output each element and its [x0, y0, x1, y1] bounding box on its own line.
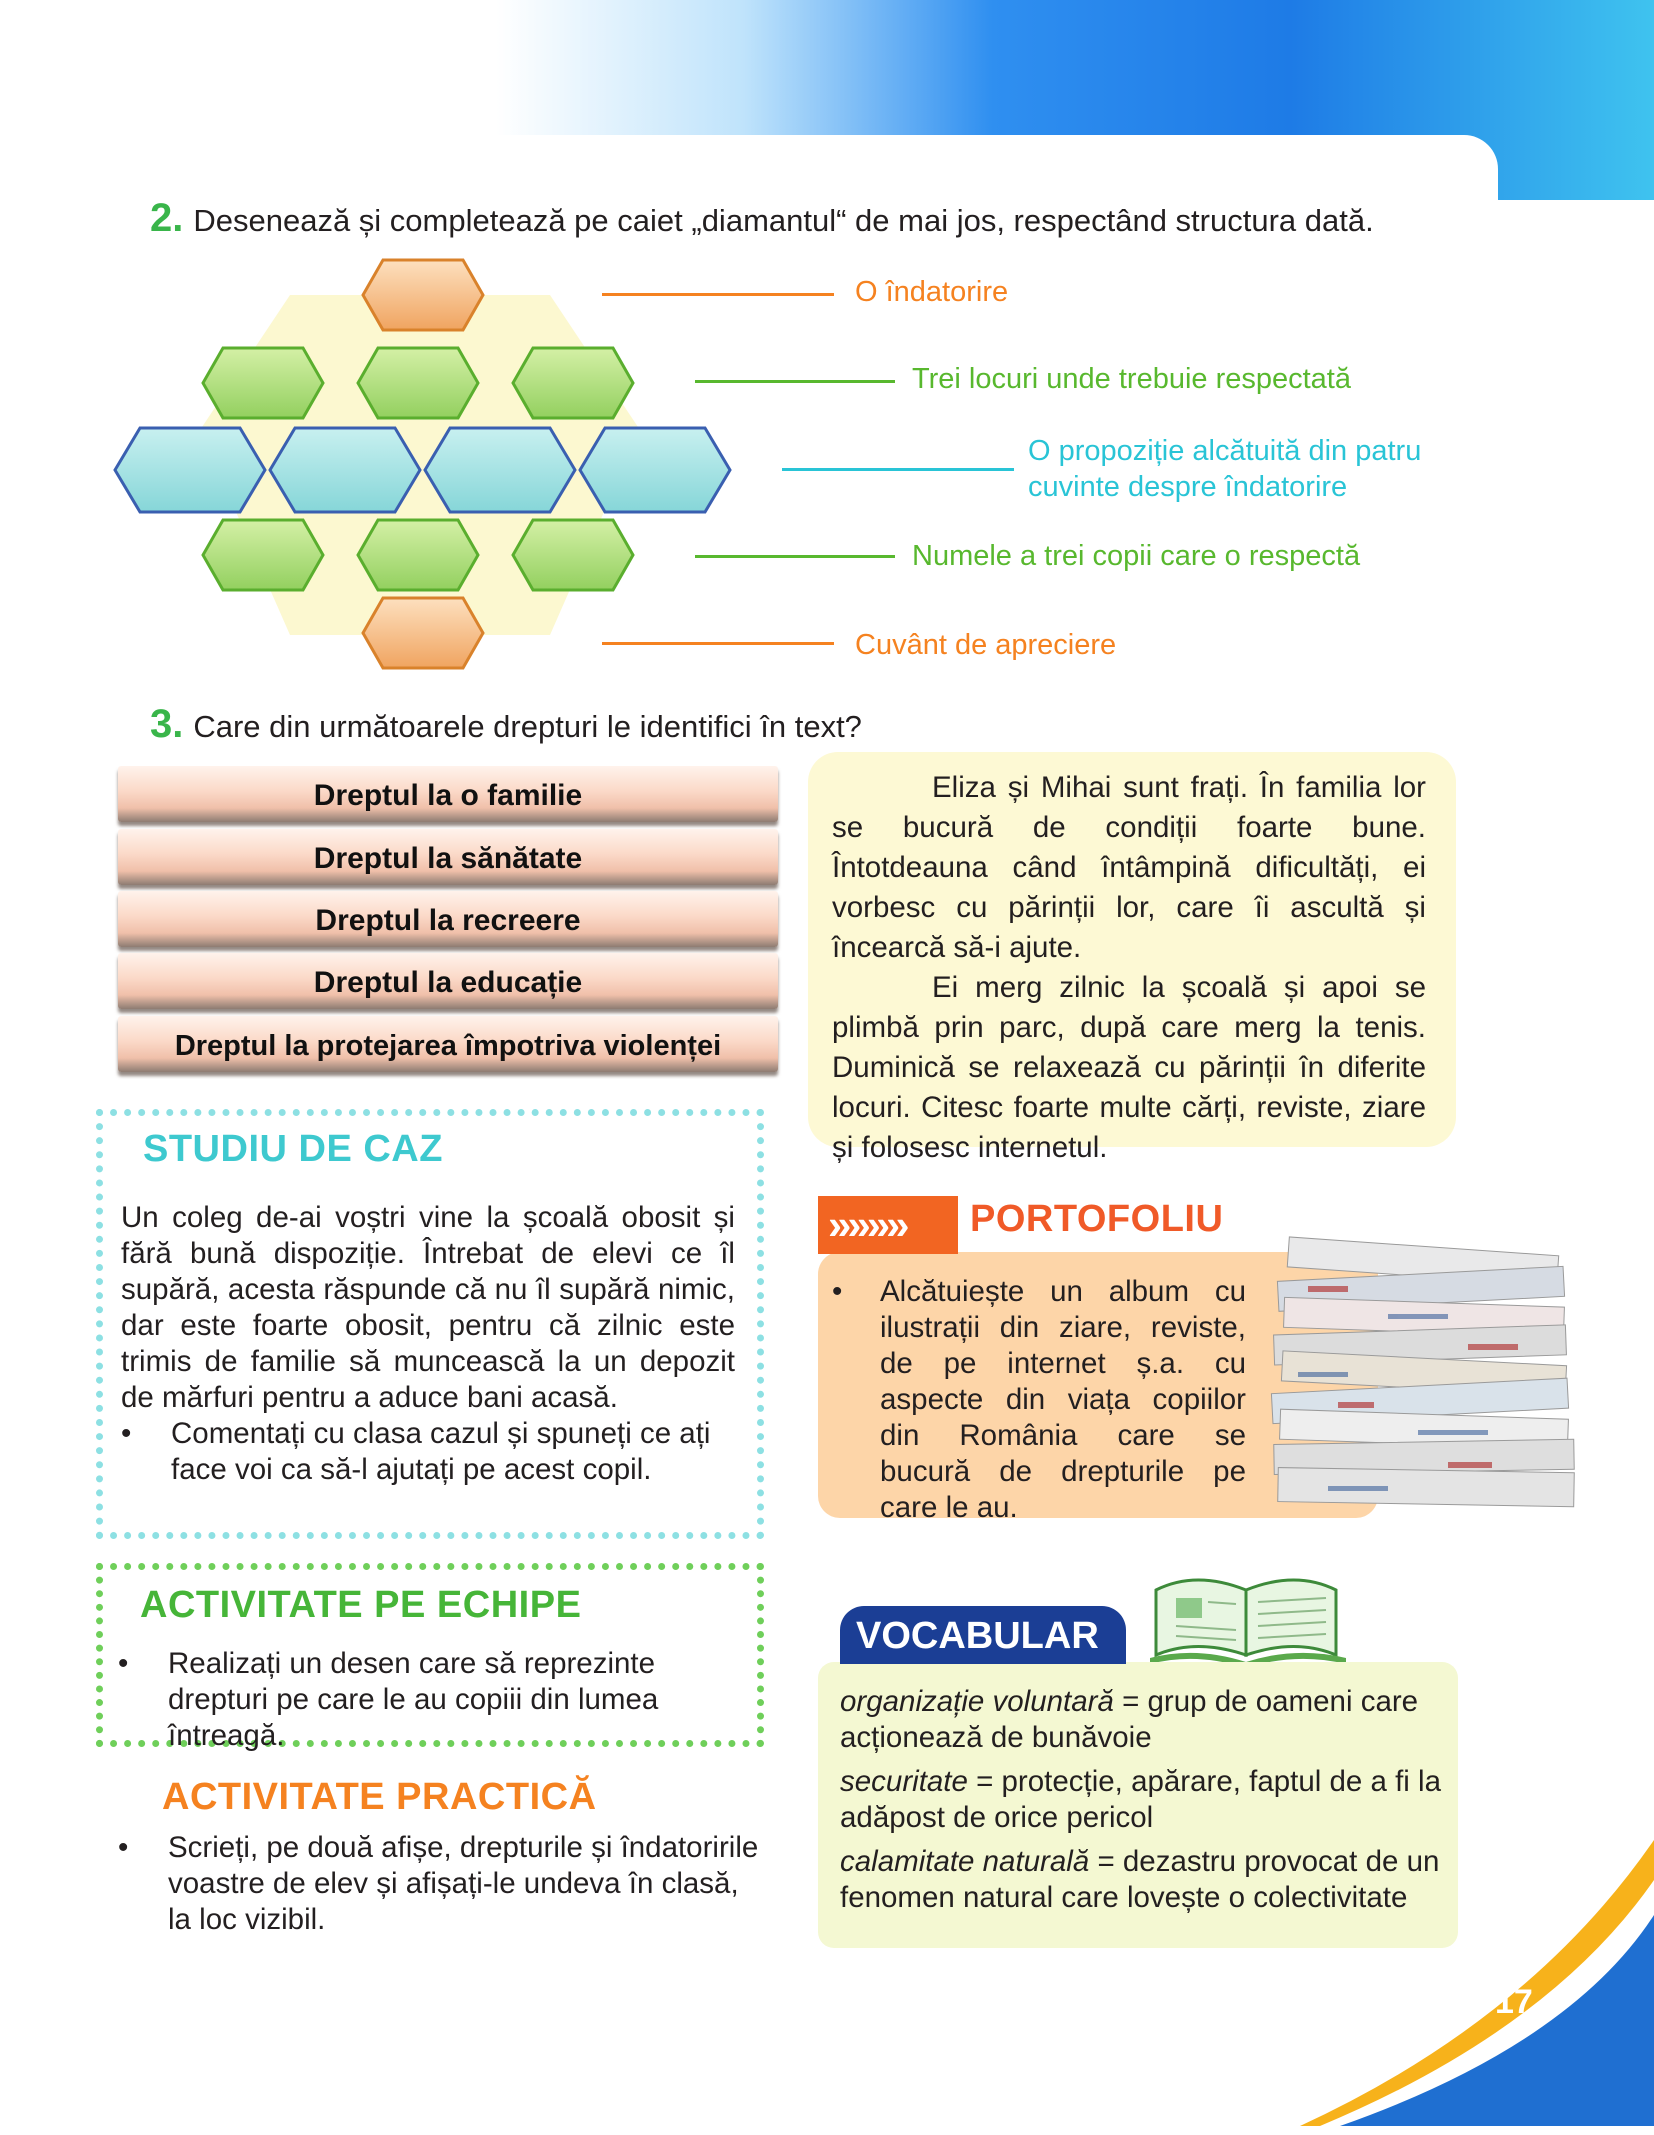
vocabulary-definition: = dezastru provocat de un fenomen natural care lovește o colectivitate [840, 1845, 1440, 1914]
case-study-body [121, 1200, 735, 1488]
exercise-number: 2. [150, 196, 184, 240]
practical-activity-task: Scrieți, pe două afișe, drepturile și îndatoririle voastre de elev și afișați-le undeva în clasă, la loc vizibil. [168, 1831, 759, 1936]
diamond-label-duty: O îndatorire [855, 276, 1009, 308]
right-family: Dreptul la o familie [118, 766, 778, 822]
list-item [832, 1274, 1246, 1526]
vocabulary-entry [840, 1844, 1444, 1916]
exercise-2-prompt [150, 198, 1374, 241]
connector-line [782, 468, 1014, 471]
vocabulary-title: VOCABULAR [856, 1615, 1099, 1657]
bullet: • [121, 1417, 132, 1450]
hexagon-diamond [110, 255, 760, 685]
exercise-text: Care din următoarele drepturi le identifici în text? [193, 709, 862, 744]
bullet: • [832, 1275, 843, 1308]
diamond-label-places: Trei locuri unde trebuie respectată [912, 363, 1351, 395]
bullet: • [118, 1647, 129, 1680]
portfolio-title: PORTOFOLIU [970, 1198, 1224, 1240]
vocabulary-definition: = protecție, apărare, faptul de a fi la adăpost de orice pericol [840, 1765, 1442, 1834]
diamond-label-names: Numele a trei copii care o respectă [912, 540, 1361, 572]
exercise-number: 3. [150, 702, 184, 746]
story-text [832, 768, 1426, 1168]
practical-activity-body [118, 1830, 768, 1938]
right-recreation: Dreptul la recreere [118, 891, 778, 947]
bullet: • [118, 1831, 129, 1864]
practical-activity-title: ACTIVITATE PRACTICĂ [162, 1776, 597, 1818]
vocabulary-definition: = grup de oameni care acționează de bunăvoie [840, 1685, 1419, 1754]
exercise-3-prompt [150, 704, 862, 747]
list-item [118, 1646, 748, 1754]
portfolio-body [832, 1274, 1246, 1526]
team-activity-title: ACTIVITATE PE ECHIPE [140, 1584, 582, 1626]
open-book-icon [1136, 1560, 1360, 1670]
team-activity-body [118, 1646, 748, 1754]
page-number: 17 [1495, 1983, 1533, 2021]
connector-line [602, 293, 834, 296]
vocabulary-term: organizație voluntară [840, 1685, 1114, 1718]
story-paragraph: Eliza și Mihai sunt frați. În familia lor se bucură de condiții foarte bune. Întotdeauna când întâmpină dificultăți, ei vorbesc cu părinții lor, care îi ascultă și încearcă să-i ajute. [832, 771, 1426, 964]
case-study-title: STUDIU DE CAZ [143, 1128, 443, 1170]
right-health: Dreptul la sănătate [118, 829, 778, 885]
exercise-text: Desenează și completează pe caiet „diamantul“ de mai jos, respectând structura dată. [193, 203, 1374, 238]
vocabulary-term: calamitate naturală [840, 1845, 1090, 1878]
connector-line [695, 380, 895, 383]
double-arrow-icon: »»»» [828, 1201, 906, 1248]
vocabulary-entry [840, 1764, 1444, 1836]
right-education: Dreptul la educație [118, 953, 778, 1009]
vocabulary-term: securitate [840, 1765, 968, 1798]
diamond-label-praise: Cuvânt de apreciere [855, 629, 1117, 661]
list-item [121, 1416, 735, 1488]
diamond-label-sentence-line1: O propoziție alcătuită din patru [1028, 435, 1422, 467]
diamond-label-sentence-line2: cuvinte despre îndatorire [1028, 471, 1348, 503]
portfolio-task: Alcătuiește un album cu ilustrații din ziare, reviste, de pe internet ș.a. cu aspecte din viața copiilor din România care se bucură de drepturile pe care le au. [880, 1275, 1246, 1524]
case-study-text: Un coleg de-ai voștri vine la școală obosit și fără bună dispoziție. Întrebat de elevi ce îl supără, acesta răspunde că nu îl supără nimic, dar este foarte obosit, pentru că zilnic este trimis de familie să muncească la un depozit de mărfuri pentru a aduce bani acasă. [121, 1201, 735, 1414]
case-study-task: Comentați cu clasa cazul și spuneți ce ați face voi ca să-l ajutați pe acest copil. [171, 1417, 711, 1486]
newspaper-stack-image [1268, 1226, 1590, 1526]
right-violence-protection: Dreptul la protejarea împotriva violenței [118, 1016, 778, 1072]
list-item [118, 1830, 768, 1938]
story-paragraph: Ei merg zilnic la școală și apoi se plimbă prin parc, după care merg la tenis. Duminică se relaxează cu părinții în diferite locuri. Citesc foarte multe cărți, reviste, ziare și folosesc internetul. [832, 971, 1426, 1164]
connector-line [602, 642, 834, 645]
team-activity-task: Realizați un desen care să reprezinte drepturi pe care le au copiii din lumea întreagă. [168, 1647, 659, 1752]
connector-line [695, 555, 895, 558]
vocabulary-list [840, 1684, 1444, 1924]
vocabulary-entry [840, 1684, 1444, 1756]
